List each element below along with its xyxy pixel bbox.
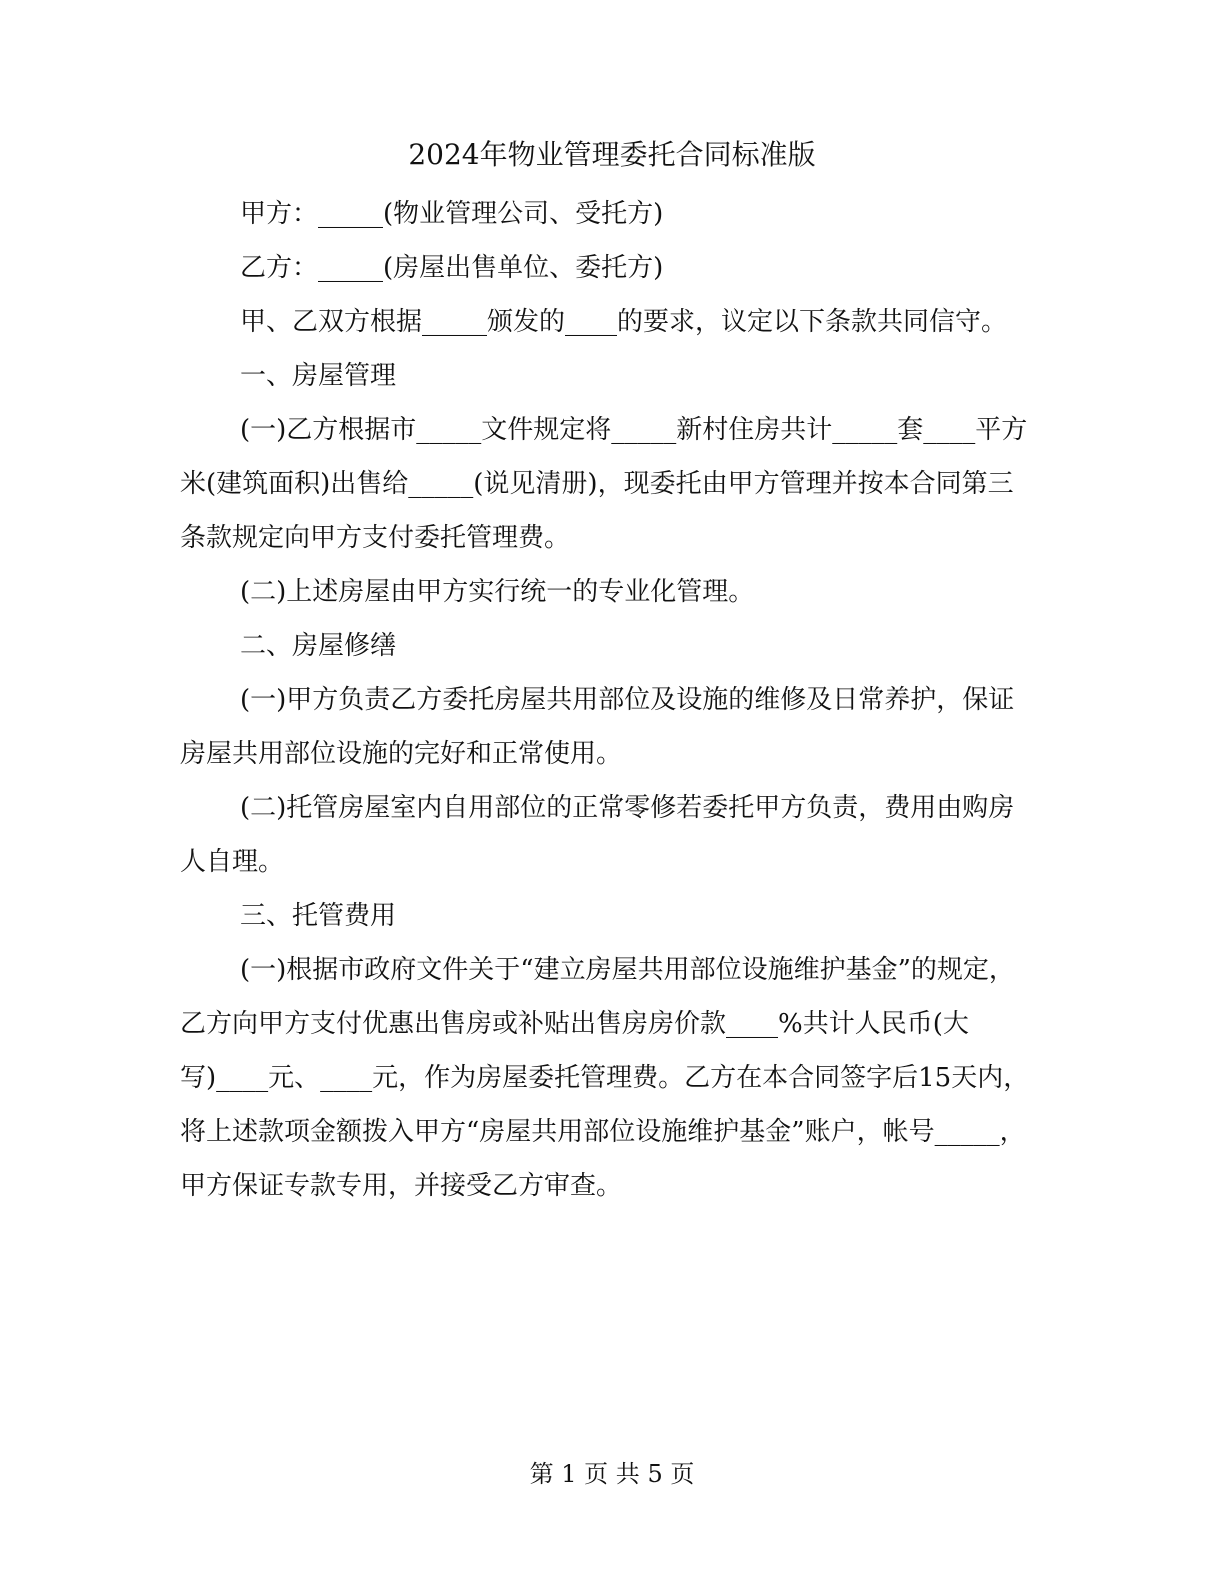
- section-heading-housing-repair: 二、房屋修缮: [240, 631, 397, 661]
- document-title: 2024年物业管理委托合同标准版: [408, 138, 816, 171]
- clause-1-2: (二)上述房屋由甲方实行统一的专业化管理。: [240, 577, 755, 607]
- document-body: [180, 187, 1032, 1213]
- section-heading-housing-management: 一、房屋管理: [240, 361, 397, 391]
- clause-1-1: (一)乙方根据市_____文件规定将_____新村住房共计_____套____平方米(建筑面积)出售给_____(说见清册)，现委托由甲方管理并按本合同第三条款规定向甲方支付委托管理费。: [180, 415, 1028, 553]
- preamble-paragraph: 甲、乙双方根据_____颁发的____的要求，议定以下条款共同信守。: [240, 307, 1008, 337]
- page-number-footer: 第 1 页 共 5 页: [529, 1460, 695, 1488]
- party-a-line: 甲方：_____(物业管理公司、受托方): [240, 199, 664, 229]
- clause-2-2: (二)托管房屋室内自用部位的正常零修若委托甲方负责，费用由购房人自理。: [180, 793, 1015, 877]
- clause-2-1: (一)甲方负责乙方委托房屋共用部位及设施的维修及日常养护，保证房屋共用部位设施的完好和正常使用。: [180, 685, 1015, 769]
- section-heading-trust-fees: 三、托管费用: [240, 901, 397, 931]
- clause-3-1: (一)根据市政府文件关于“建立房屋共用部位设施维护基金”的规定，乙方向甲方支付优惠出售房或补贴出售房房价款____%共计人民币(大写)____元、____元，作为房屋委托管理费。乙方在本合同签字后15天内，将上述款项金额拨入甲方“房屋共用部位设施维护基金”账户，帐号_____，甲方保证专款专用，并接受乙方审查。: [180, 955, 1030, 1201]
- party-b-line: 乙方：_____(房屋出售单位、委托方): [240, 253, 664, 283]
